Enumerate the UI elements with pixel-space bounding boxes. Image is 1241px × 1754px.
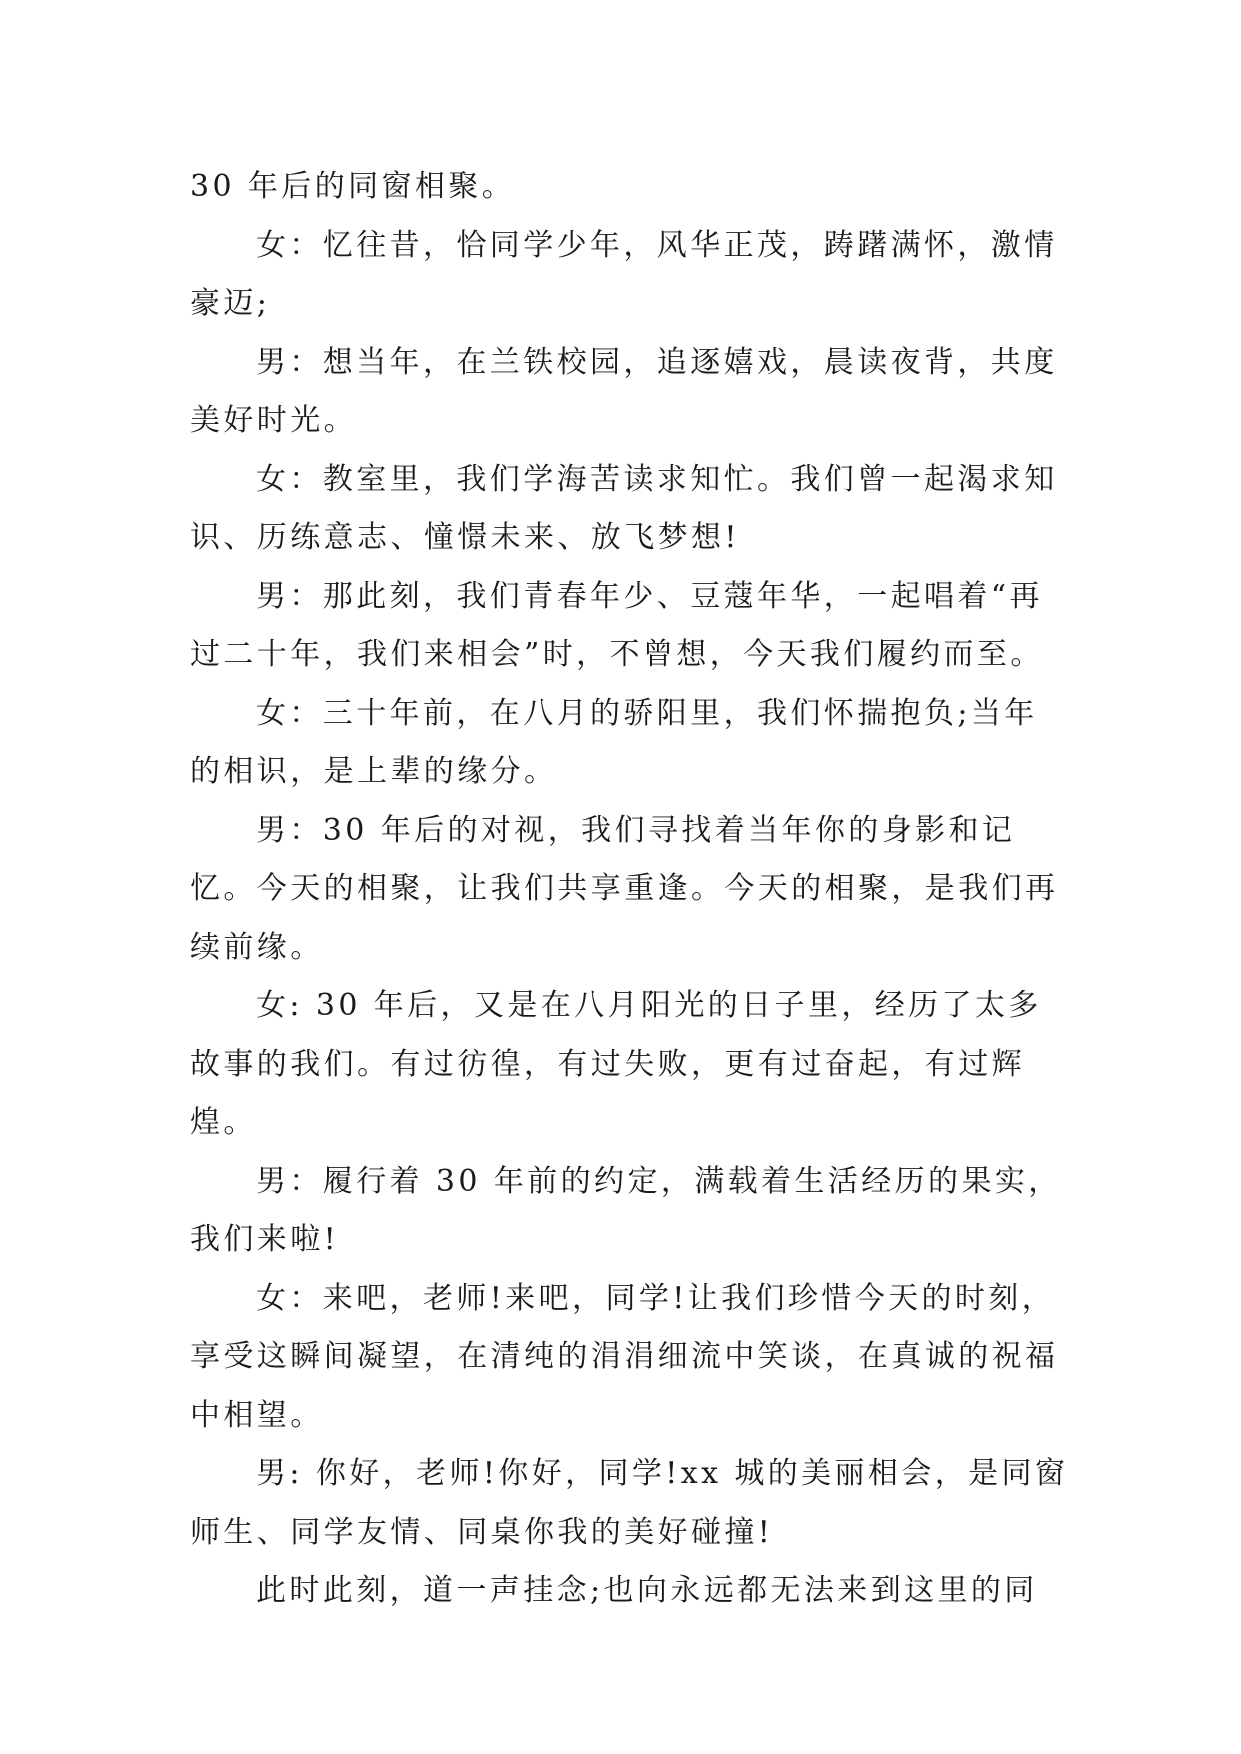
paragraph: 女: 30 年后，又是在八月阳光的日子里，经历了太多故事的我们。有过彷徨，有过失败，更有过奋起，有过辉煌。 <box>190 988 1042 1140</box>
paragraph: 此时此刻，道一声挂念;也向永远都无法来到这里的同 <box>256 1573 1038 1608</box>
paragraph: 男：想当年，在兰铁校园，追逐嬉戏，晨读夜背，共度美好时光。 <box>190 344 1058 438</box>
paragraph: 女：来吧，老师!来吧，同学!让我们珍惜今天的时刻，享受这瞬间凝望，在清纯的涓涓细流中笑谈，在真诚的祝福中相望。 <box>190 1280 1059 1433</box>
paragraph: 男：30 年后的对视，我们寻找着当年你的身影和记忆。今天的相聚，让我们共享重逢。今天的相聚，是我们再续前缘。 <box>190 812 1059 965</box>
paragraph: 30 年后的同窗相聚。 <box>190 169 516 204</box>
paragraph: 女：教室里，我们学海苦读求知忙。我们曾一起渴求知识、历练意志、憧憬未来、放飞梦想! <box>190 461 1058 555</box>
paragraph: 男: 你好，老师!你好，同学!xx 城的美丽相会，是同窗师生、同学友情、同桌你我的美好碰撞! <box>190 1456 1069 1550</box>
paragraph: 男：那此刻，我们青春年少、豆蔻年华，一起唱着“再过二十年，我们来相会”时，不曾想，今天我们履约而至。 <box>190 578 1044 672</box>
document-body <box>190 158 1070 1621</box>
paragraph: 女：三十年前，在八月的骄阳里，我们怀揣抱负;当年的相识，是上辈的缘分。 <box>190 695 1038 789</box>
paragraph: 女：忆往昔，恰同学少年，风华正茂，踌躇满怀，激情豪迈; <box>190 227 1058 321</box>
paragraph: 男：履行着 30 年前的约定，满载着生活经历的果实，我们来啦! <box>190 1163 1062 1257</box>
